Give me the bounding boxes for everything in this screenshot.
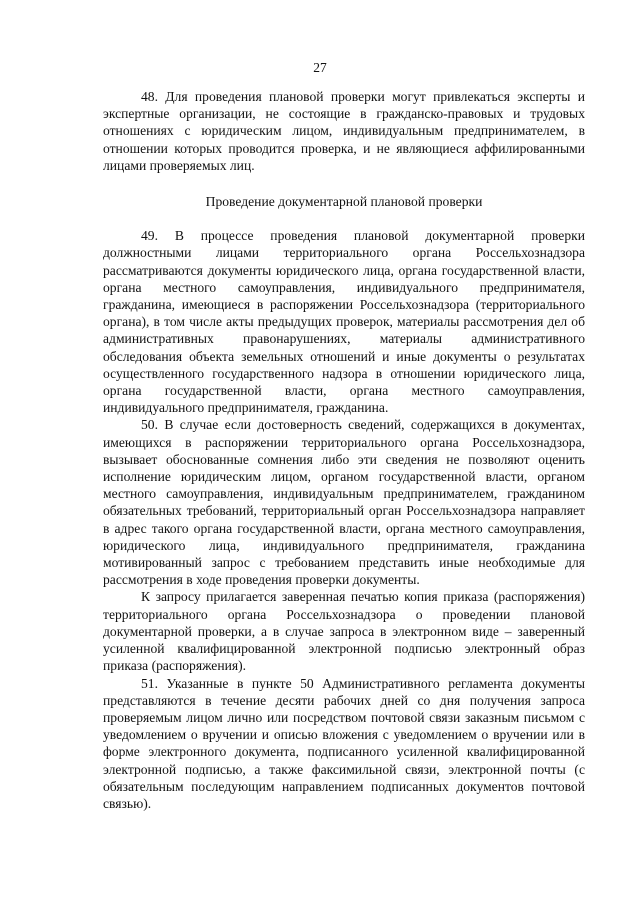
paragraph-51: 51. Указанные в пункте 50 Административного регламента документы представляются в течение десяти рабочих дней со дня получения запроса проверяемым лицом лично или посредством почтовой связи заказным письмом с уведомлением о вручении и описью вложения с уведомлением о вручении или в форме электронного документа, подписанного усиленной квалифицированной электронной подписью, а также факсимильной связи, электронной почты (с обязательным последующим направлением подписанных документов почтовой связью). — [103, 675, 585, 811]
paragraph-48: 48. Для проведения плановой проверки могут привлекаться эксперты и экспертные организации, не состоящие в гражданско-правовых и трудовых отношениях с юридическим лицом, индивидуальным предпринимателем, в отношении которых проводится проверка, и не являющиеся аффилированными лицами проверяемых лиц. — [103, 89, 585, 173]
paragraph-50-request: К запросу прилагается заверенная печатью копия приказа (распоряжения) территориального органа Россельхознадзора о проведении плановой документарной проверки, а в случае запроса в электронном виде – заверенный усиленной квалифицированной электронной подписью электронный образ приказа (распоряжения). — [103, 589, 585, 674]
page-content — [103, 88, 585, 812]
page-number: 27 — [313, 60, 327, 75]
paragraph-49: 49. В процессе проведения плановой документарной проверки должностными лицами территориального органа Россельхознадзора рассматриваются документы юридического лица, органа государственной власти, органа местного самоуправления, индивидуального предпринимателя, гражданина, имеющиеся в распоряжении Россельхознадзора (территориального органа), в том числе акты предыдущих проверок, материалы рассмотрения дел об административных правонарушениях, материалы административного обследования объекта земельных отношений и иные документы о результатах осуществленного государственного надзора в отношении юридического лица, органа государственной власти, органа местного самоуправления, индивидуального предпринимателя, гражданина. — [103, 228, 585, 416]
section-heading: Проведение документарной плановой проверки — [205, 194, 483, 210]
paragraph-50: 50. В случае если достоверность сведений, содержащихся в документах, имеющихся в распоряжении территориального органа Россельхознадзора, вызывает обоснованные сомнения либо эти сведения не позволяют оценить исполнение юридическим лицом, органом государственной власти, органом местного самоуправления, индивидуальным предпринимателем, гражданином обязательных требований, территориальный орган Россельхознадзора направляет в адрес такого органа государственной власти, органа местного самоуправления, юридического лица, индивидуального предпринимателя, гражданина мотивированный запрос с требованием представить иные необходимые для рассмотрения в ходе проведения проверки документы. — [103, 417, 585, 588]
